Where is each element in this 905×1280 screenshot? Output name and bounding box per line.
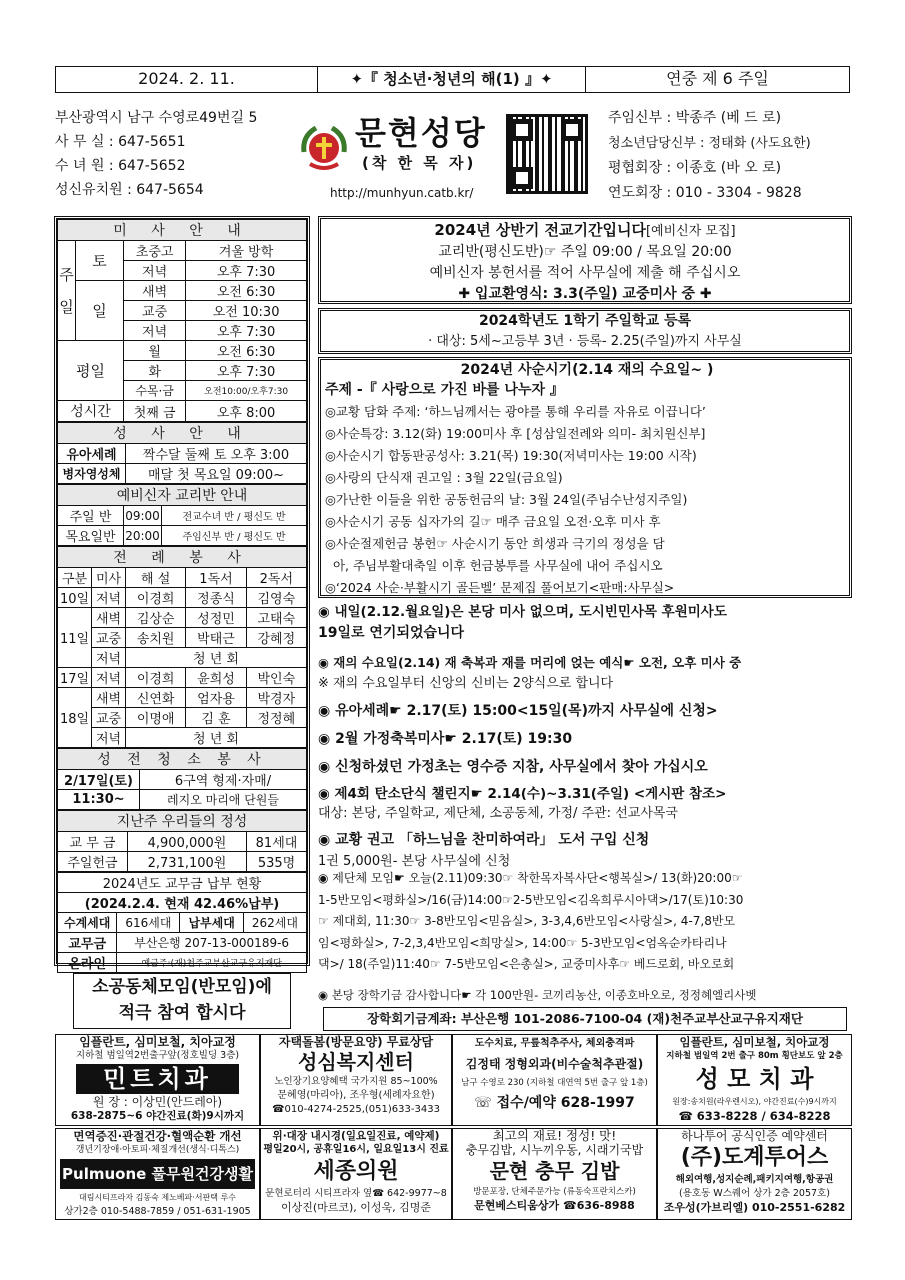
- dues-account: 부산은행 207-13-000189-6: [117, 933, 307, 953]
- ad-line: 평일20시, 공휴일16시, 일요일13시 진료: [263, 1144, 449, 1155]
- mass-cell: 저녁: [124, 261, 186, 281]
- ad-sejong-clinic[interactable]: [260, 1128, 452, 1220]
- scholarship-thanks: ◉ 본당 장학기금 감사합니다☛ 각 100만원- 코끼리농산, 이종호바오로, 정정혜엘리사벳: [318, 988, 757, 1002]
- ad-line: 방문포장, 단체주문가능 (류동숙프란치스카): [473, 1187, 636, 1197]
- sacrament-table: [57, 422, 307, 484]
- catechumen-label: 목요일반: [58, 526, 124, 546]
- dues-holder: 예금주:(재)천주교부산교구유지재단: [117, 953, 307, 973]
- cleaning-date: 2/17일(토): [58, 770, 140, 790]
- mass-cell: 교중: [124, 301, 186, 321]
- mass-cell: 오전 10:30: [186, 301, 307, 321]
- dues-status: (2024.2.4. 현재 42.46%납부): [58, 893, 307, 913]
- evangelization-tag: [예비신자 모집]: [645, 224, 736, 239]
- ad-title: 성심복지센터: [298, 1050, 414, 1074]
- offering-label: 주일헌금: [58, 852, 128, 872]
- church-contact: [55, 106, 300, 202]
- small-community-line: 소공동체모임(반모임)에: [92, 977, 272, 997]
- ad-line: 충무김밥, 시누끼우동, 시래기국밥: [465, 1143, 644, 1157]
- dues-account-label: 교무금: [58, 933, 117, 953]
- lent-line: ◎사랑의 단식재 권고일 : 3월 22일(금요일): [325, 470, 563, 485]
- catechumen-label: 주일 반: [58, 506, 124, 526]
- mass-cell: 화: [124, 361, 186, 381]
- ad-line: 대림시티프라자 김동숙 제노베파·서판택 루수: [78, 1193, 236, 1202]
- liturgy-mass: 저녁: [92, 728, 126, 748]
- mass-cell: 오전 6:30: [186, 281, 307, 301]
- ad-line: 원 장 : 이상민(안드레아): [92, 1095, 223, 1109]
- evangelization-line: ✚ 입교환영식: 3.3(주일) 교중미사 중 ✚: [458, 286, 712, 302]
- notice-item: [318, 756, 852, 778]
- ad-line: 임플란트, 심미보철, 치아교정: [679, 1035, 830, 1049]
- ad-line: 문현로터리 시티프라자 옆☎ 642-9977~8: [265, 1188, 447, 1199]
- mass-cell: 초중고: [124, 241, 186, 261]
- liturgy-date: 18일: [58, 688, 92, 748]
- group-line: 임<평화실>, 7-2,3,4반모임<희망실>, 14:00☞ 5-3반모임<엄옥순카타리나: [318, 935, 727, 950]
- mass-cell: 오후 7:30: [186, 361, 307, 381]
- liturgy-cell: 고태숙: [246, 608, 306, 628]
- evangelization-title: 2024년 상반기 전교기간입니다: [434, 221, 646, 239]
- mass-cell: 오후 8:00: [186, 401, 307, 422]
- offering-count: 81세대: [247, 832, 307, 852]
- header-bar: [55, 66, 850, 93]
- ad-line: 638-2875~6 야간진료(화)9시까지: [70, 1110, 245, 1122]
- liturgy-mass: 교중: [92, 708, 126, 728]
- liturgy-cell: 박인숙: [246, 668, 306, 688]
- evangelization-line: 예비신자 봉헌서를 적어 사무실에 제출 해 주십시오: [429, 265, 741, 281]
- ad-mint-dental[interactable]: [55, 1034, 260, 1126]
- liturgy-head: 해 설: [126, 568, 186, 588]
- ad-pulmuone[interactable]: [55, 1128, 260, 1220]
- ad-title: 세종의원: [313, 1159, 399, 1184]
- liturgy-youth: 청 년 회: [126, 648, 307, 668]
- group-line: 댁>/ 18(주일)11:40☞ 7-5반모임<은총실>, 교중미사후☞ 베드로회, 바오로회: [318, 957, 735, 971]
- ad-line: 원장:송치원(라우렌시오), 야간진료(수)9시까지: [672, 1097, 837, 1106]
- ad-line: 조우성(가브리엘) 010-2551-6282: [663, 1201, 846, 1214]
- weekday-label: 평일: [58, 341, 124, 401]
- ad-line: ☎010-4274-2525,(051)633-3433: [272, 1104, 440, 1115]
- lent-theme: 주제 -『 사랑으로 가진 바를 나누자 』: [325, 382, 564, 398]
- ad-line: 위·대장 내시경(일요일진료, 예약제): [272, 1130, 440, 1142]
- notice-item: [318, 830, 852, 872]
- ad-line: 하나투어 공식인증 예약센터: [681, 1129, 828, 1143]
- sacrament-value: 짝수달 둘째 토 오후 3:00: [126, 444, 307, 464]
- ad-title: 성 모 치 과: [695, 1064, 814, 1093]
- sacrament-label: 유아세례: [58, 444, 126, 464]
- liturgy-cell: 김영숙: [246, 588, 306, 608]
- ad-line: (용호동 W스퀘어 상가 2층 2057호): [679, 1188, 830, 1199]
- sunday-school-box: [318, 308, 852, 354]
- cleaning-time: 11:30~: [58, 790, 140, 810]
- sunday-label: 주 일: [58, 241, 76, 341]
- lent-box: [318, 357, 852, 598]
- ad-title: (주)도계투어스: [680, 1145, 829, 1170]
- church-url[interactable]: http://munhyun.catb.kr/: [330, 186, 474, 200]
- ad-line: 노인장기요양혜택 국가지원 85~100%: [274, 1076, 438, 1087]
- header-theme: ✦『 청소년·청년의 해(1) 』✦: [318, 67, 586, 92]
- ad-line: 지하철 범일역2번출구앞(정호빌딩 3층): [75, 1050, 240, 1061]
- dues-value: 262세대: [243, 913, 306, 933]
- liturgy-cell: 정종식: [186, 588, 246, 608]
- liturgy-cell: 송치원: [126, 628, 186, 648]
- offering-count: 535명: [247, 852, 307, 872]
- catechumen-title: 예비신자 교리반 안내: [58, 485, 307, 506]
- ad-line: 상가2층 010-5488-7859 / 051-631-1905: [64, 1206, 251, 1217]
- liturgy-mass: 새벽: [92, 688, 126, 708]
- lent-line: ◎교황 담화 주제: ‘하느님께서는 광야를 통해 우리를 자유로 이끕니다’: [325, 404, 706, 419]
- ad-line: 자택돌봄(방문요양) 무료상담: [278, 1035, 434, 1049]
- cleaning-team: 레지오 마리애 단원들: [140, 790, 307, 810]
- sacrament-label: 병자영성체: [58, 464, 126, 484]
- mass-cell: 오후 7:30: [186, 261, 307, 281]
- ad-line: 남구 수영로 230 (지하철 대연역 5번 출구 앞 1층): [461, 1078, 648, 1088]
- mass-cell: 오후 7:30: [186, 321, 307, 341]
- notice-line: ◉ 유아세례☛ 2.17(토) 15:00<15일(목)까지 사무실에 신청>: [318, 703, 718, 719]
- notice-item: [318, 728, 852, 750]
- liturgy-title: 전 례 봉 사: [58, 547, 307, 568]
- offering-amount: 4,900,000원: [128, 832, 247, 852]
- ad-line: 최고의 재료! 정성! 맛!: [492, 1128, 617, 1143]
- mass-cell: 새벽: [124, 281, 186, 301]
- notice-line: ◉ 교황 권고 「하느님을 찬미하여라」 도서 구입 신청: [318, 832, 650, 848]
- ad-line: ☎ 633-8228 / 634-8228: [678, 1109, 831, 1123]
- convent-phone: 수 녀 원 : 647-5652: [55, 158, 186, 174]
- kindergarten-phone: 성신유치원 : 647-5654: [55, 182, 204, 198]
- mass-cell: 수목·금: [124, 381, 186, 401]
- liturgy-date: 11일: [58, 608, 92, 668]
- liturgy-cell: 윤희성: [186, 668, 246, 688]
- lent-line: ◎사순시기 합동판공성사: 3.21(목) 19:30(저녁미사는 19:00 시작): [325, 448, 697, 463]
- lent-line: ◎사순시기 공동 십자가의 길☞ 매주 금요일 오전·오후 미사 후: [325, 514, 661, 529]
- ad-line: 면역증진·관절건강·혈액순환 개선: [73, 1129, 242, 1143]
- ad-line: 해외여행,성지순례,패키지여행,항공권: [675, 1174, 834, 1185]
- ad-seongmo-dental[interactable]: [657, 1034, 852, 1126]
- notice-item: [318, 784, 852, 824]
- liturgy-table: [57, 546, 307, 748]
- notice-line: 1권 5,000원- 본당 사무실에 신청: [318, 854, 511, 869]
- office-phone: 사 무 실 : 647-5651: [55, 134, 186, 150]
- notice-line: ◉ 내일(2.12.월요일)은 본당 미사 없으며, 도시빈민사목 후원미사도: [318, 604, 727, 620]
- mass-cell: 겨울 방학: [186, 241, 307, 261]
- small-community-line: 적극 참여 합시다: [118, 1003, 246, 1023]
- mass-schedule-table: [57, 219, 307, 422]
- liturgy-cell: 박경자: [246, 688, 306, 708]
- group-meetings: [318, 868, 852, 976]
- catechumen-time: 20:00: [124, 526, 162, 546]
- liturgy-cell: 이경희: [126, 668, 186, 688]
- lent-line: ◎‘2024 사순·부활시기 골든벨’ 문제집 풀어보기<판매:사무실>: [325, 580, 675, 595]
- liturgy-cell: 이경희: [126, 588, 186, 608]
- youth-priest: 청소년담당신부 : 정태화 (사도요한): [608, 136, 811, 151]
- mass-cell: 저녁: [124, 321, 186, 341]
- liturgy-cell: 김 훈: [186, 708, 246, 728]
- ad-line: 지하철 범일역 2번 출구 80m 횡단보도 앞 2층: [666, 1051, 843, 1061]
- saturday-label: 토: [76, 241, 124, 281]
- liturgy-date: 10일: [58, 588, 92, 608]
- offering-title: 지난주 우리들의 정성: [58, 811, 307, 832]
- church-emblem-icon: [298, 122, 350, 174]
- notice-list: [318, 602, 852, 872]
- holy-hour-label: 성시간: [58, 401, 124, 422]
- funeral-president: 연도회장 : 010 - 3304 - 9828: [608, 185, 802, 201]
- liturgy-cell: 신연화: [126, 688, 186, 708]
- qr-code-icon: [506, 114, 588, 194]
- notice-line: 대상: 본당, 주일학교, 제단체, 소공동체, 가정/ 주관: 선교사목국: [318, 806, 678, 821]
- offering-amount: 2,731,100원: [128, 852, 247, 872]
- clergy-info: [608, 106, 853, 206]
- church-name: 문현성당: [355, 114, 487, 152]
- ad-line: 이상진(마르코), 이성욱, 김명준: [280, 1201, 432, 1214]
- scholarship-account: 장학회기금계좌: 부산은행 101-2086-7100-04 (재)천주교부산교구유지재단: [323, 1007, 847, 1031]
- liturgy-head: 구분: [58, 568, 92, 588]
- offering-label: 교 무 금: [58, 832, 128, 852]
- small-community-box: [73, 973, 291, 1029]
- group-line: ◉ 제단체 모임☛ 오늘(2.11)09:30☞ 착한목자복사단<행복실>/ 13(화)20:00☞: [318, 871, 743, 885]
- dues-account-label: 온라인: [58, 953, 117, 973]
- ad-line: ☏ 접수/예약 628-1997: [474, 1095, 635, 1111]
- church-subtitle: (착 한 목 자): [362, 154, 477, 172]
- ad-title: 민트치과: [76, 1064, 239, 1094]
- dues-value: 616세대: [117, 913, 180, 933]
- group-line: ☞ 제대회, 11:30☞ 3-8반모임<믿음실>, 3-3,4,6반모임<사랑실>, 4-7,8반모: [318, 914, 736, 928]
- lent-title: 2024년 사순시기(2.14 재의 수요일~ ): [460, 362, 714, 378]
- notice-line: ◉ 제4회 탄소단식 챌린지☛ 2.14(수)~3.31(주일) <게시판 참조>: [318, 786, 727, 802]
- liturgy-youth: 청 년 회: [126, 728, 307, 748]
- liturgy-mass: 저녁: [92, 588, 126, 608]
- liturgy-cell: 엄자용: [186, 688, 246, 708]
- sunday-school-title: 2024학년도 1학기 주일학교 등록: [478, 313, 692, 329]
- notice-line: 19일로 연기되었습니다: [318, 625, 465, 641]
- header-week: 연중 제 6 주일: [666, 69, 769, 88]
- catechumen-class: 주임신부 반 / 평신도 반: [162, 526, 307, 546]
- group-line: 1-5반모임<평화실>/16(금)14:00☞2-5반모임<김옥희루시아댁>/17(토)10:30: [318, 892, 744, 907]
- lent-line: ◎사순특강: 3.12(화) 19:00미사 후 [성삼일전례와 의미- 최치원신부]: [325, 426, 706, 441]
- lent-line: ◎사순절제헌금 봉헌☞ 사순시기 동안 희생과 극기의 정성을 담: [325, 536, 665, 551]
- liturgy-cell: 성정민: [186, 608, 246, 628]
- liturgy-cell: 강혜정: [246, 628, 306, 648]
- church-address: 부산광역시 남구 수영로49번길 5: [55, 110, 258, 126]
- catechumen-table: [57, 484, 307, 546]
- ad-title: 김정태 정형외과(비수술척추관절): [465, 1057, 644, 1071]
- lent-line: ◎가난한 이들을 위한 공동헌금의 날: 3월 24일(주님수난성지주일): [325, 492, 688, 507]
- ad-kim-orthopedics[interactable]: [452, 1034, 657, 1126]
- sunday-day-label: 일: [76, 281, 124, 341]
- catechumen-class: 전교수녀 반 / 평신도 반: [162, 506, 307, 526]
- liturgy-head: 1독서: [186, 568, 246, 588]
- liturgy-head: 미사: [92, 568, 126, 588]
- dues-title: 2024년도 교무금 납부 현황: [58, 873, 307, 893]
- liturgy-cell: 이명애: [126, 708, 186, 728]
- mass-cell: 오전10:00/오후7:30: [186, 381, 307, 401]
- header-date: 2024. 2. 11.: [56, 67, 318, 92]
- mass-cell: 첫째 금: [124, 401, 186, 422]
- liturgy-cell: 김상순: [126, 608, 186, 628]
- notice-item: [318, 700, 852, 722]
- cleaning-title: 성 전 청 소 봉 사: [58, 749, 307, 770]
- dues-table: [57, 872, 307, 973]
- sunday-school-line: · 대상: 5세~고등부 3년 · 등록- 2.25(주일)까지 사무실: [428, 334, 742, 349]
- mass-title: 미 사 안 내: [58, 220, 307, 241]
- liturgy-mass: 교중: [92, 628, 126, 648]
- sacrament-value: 매달 첫 목요일 09:00~: [126, 464, 307, 484]
- ad-chungmu-gimbap[interactable]: [452, 1128, 657, 1220]
- mass-cell: 오전 6:30: [186, 341, 307, 361]
- ad-line: 도수치료, 무릎척추주사, 체외충격파: [474, 1038, 635, 1049]
- notice-line: ※ 재의 수요일부터 신앙의 신비는 2양식으로 합니다: [318, 676, 614, 691]
- left-column: [54, 216, 310, 972]
- ad-line: 문현베스티움상가 ☎636-8988: [474, 1199, 635, 1212]
- evangelization-line: 교리반(평신도반)☞ 주일 09:00 / 목요일 20:00: [438, 244, 732, 260]
- liturgy-mass: 저녁: [92, 648, 126, 668]
- mass-cell: 월: [124, 341, 186, 361]
- ad-seongsim-welfare[interactable]: [260, 1034, 452, 1126]
- offering-table: [57, 810, 307, 872]
- liturgy-mass: 새벽: [92, 608, 126, 628]
- ad-line: 갱년기장애·아토피·체질개선(생식·디톡스): [75, 1145, 240, 1155]
- notice-item: [318, 602, 852, 644]
- ad-dogye-tours[interactable]: [657, 1128, 852, 1220]
- council-president: 평협회장 : 이종호 (바 오 로): [608, 160, 782, 176]
- dues-label: 납부세대: [180, 913, 243, 933]
- notice-line: ◉ 신청하셨던 가정초는 영수증 지참, 사무실에서 찾아 가십시오: [318, 759, 708, 775]
- ad-line: 문혜영(마리아), 조우형(세례자요한): [277, 1090, 435, 1101]
- notice-item: [318, 652, 852, 694]
- dues-label: 수계세대: [58, 913, 117, 933]
- catechumen-time: 09:00: [124, 506, 162, 526]
- liturgy-cell: 박태근: [186, 628, 246, 648]
- notice-line: ◉ 2월 가정축복미사☛ 2.17(토) 19:30: [318, 731, 573, 747]
- ad-title: Pulmuone 풀무원건강생활: [60, 1159, 255, 1189]
- sacrament-title: 성 사 안 내: [58, 423, 307, 444]
- pastor: 주임신부 : 박종주 (베 드 로): [608, 110, 782, 126]
- cleaning-team: 6구역 형제·자매/: [140, 770, 307, 790]
- liturgy-head: 2독서: [246, 568, 306, 588]
- ad-line: 임플란트, 심미보철, 치아교정: [79, 1035, 236, 1049]
- liturgy-date: 17일: [58, 668, 92, 688]
- liturgy-mass: 저녁: [92, 668, 126, 688]
- lent-line: 아, 주님부활대축일 이후 헌금봉투를 사무실에 내어 주십시오: [325, 558, 663, 573]
- cleaning-table: [57, 748, 307, 810]
- ad-title: 문현 충무 김밥: [489, 1159, 620, 1183]
- evangelization-box: [318, 216, 852, 304]
- notice-line: ◉ 재의 수요일(2.14) 재 축복과 재를 머리에 얹는 예식☛ 오전, 오후 미사 중: [318, 655, 742, 670]
- liturgy-cell: 정정혜: [246, 708, 306, 728]
